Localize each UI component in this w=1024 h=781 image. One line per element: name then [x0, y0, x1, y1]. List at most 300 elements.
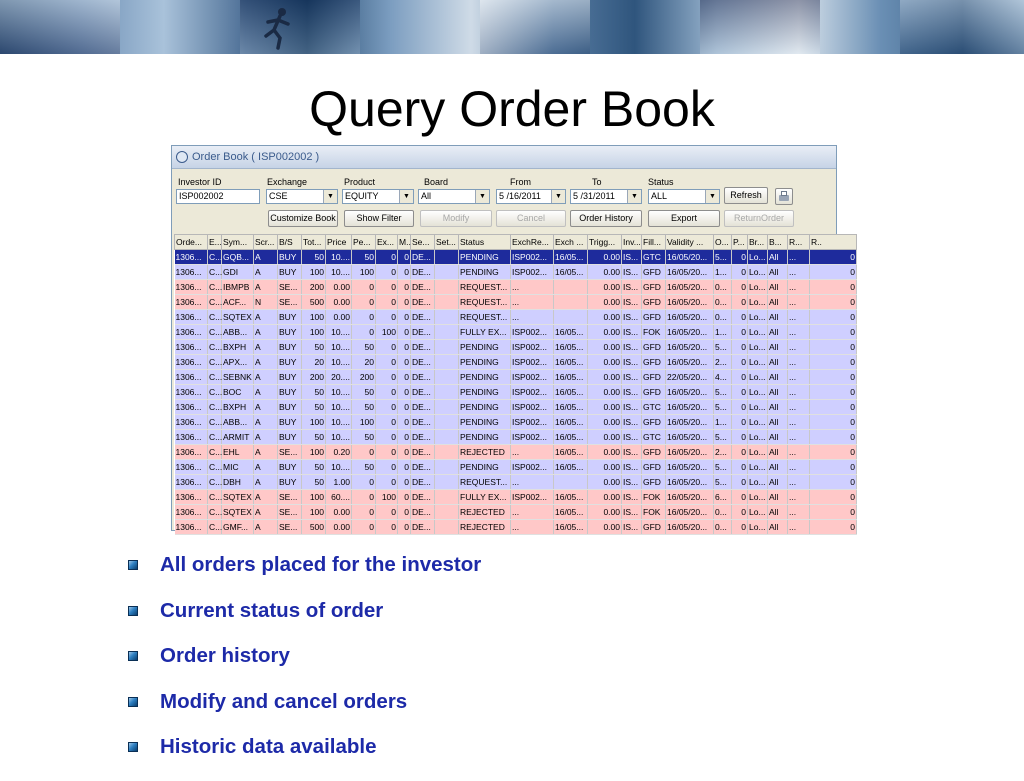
- table-cell: All: [768, 295, 788, 310]
- column-header[interactable]: Exch ...: [554, 235, 588, 250]
- table-cell: Lo...: [748, 250, 768, 265]
- table-row[interactable]: [175, 415, 857, 430]
- table-cell: [435, 460, 459, 475]
- table-cell: 0: [352, 505, 376, 520]
- column-header[interactable]: Status: [459, 235, 511, 250]
- column-header[interactable]: Fill...: [642, 235, 666, 250]
- table-cell: 0: [810, 430, 857, 445]
- table-cell: GFD: [642, 310, 666, 325]
- table-cell: 0.00: [588, 505, 622, 520]
- table-cell: 1306...: [175, 400, 208, 415]
- table-cell: All: [768, 280, 788, 295]
- table-cell: DE...: [411, 520, 435, 535]
- table-row[interactable]: [175, 265, 857, 280]
- table-cell: GFD: [642, 445, 666, 460]
- column-header[interactable]: Sym...: [222, 235, 254, 250]
- table-cell: All: [768, 370, 788, 385]
- table-cell: IS...: [622, 265, 642, 280]
- table-cell: 0.00: [588, 445, 622, 460]
- table-cell: 16/05...: [554, 520, 588, 535]
- column-header[interactable]: O...: [714, 235, 732, 250]
- table-row[interactable]: [175, 370, 857, 385]
- table-cell: 0.00: [588, 310, 622, 325]
- table-cell: All: [768, 385, 788, 400]
- table-cell: IS...: [622, 460, 642, 475]
- table-cell: [435, 370, 459, 385]
- app-icon: [176, 151, 188, 163]
- column-header[interactable]: Orde...: [175, 235, 208, 250]
- bullet-icon: [128, 697, 138, 707]
- to-date-label: To: [592, 177, 602, 187]
- export-button[interactable]: Export: [648, 210, 720, 227]
- table-cell: 0.00: [588, 475, 622, 490]
- table-cell: 0: [376, 505, 398, 520]
- from-date-label: From: [510, 177, 531, 187]
- table-row[interactable]: [175, 460, 857, 475]
- table-cell: 16/05...: [554, 370, 588, 385]
- table-cell: 0.00: [326, 310, 352, 325]
- product-value: EQUITY: [345, 191, 379, 201]
- table-cell: 0: [398, 445, 411, 460]
- table-cell: 16/05/20...: [666, 325, 714, 340]
- table-cell: Lo...: [748, 430, 768, 445]
- table-cell: All: [768, 400, 788, 415]
- board-select[interactable]: [418, 189, 490, 204]
- table-cell: Lo...: [748, 505, 768, 520]
- table-cell: ACF...: [222, 295, 254, 310]
- chevron-down-icon[interactable]: ▼: [475, 190, 489, 203]
- table-cell: 16/05/20...: [666, 490, 714, 505]
- table-cell: 0.00: [326, 505, 352, 520]
- table-cell: 0: [810, 325, 857, 340]
- table-cell: SE...: [278, 490, 302, 505]
- table-cell: 100: [302, 490, 326, 505]
- table-cell: 0: [398, 430, 411, 445]
- table-cell: [435, 430, 459, 445]
- table-cell: 10....: [326, 430, 352, 445]
- column-header[interactable]: M..: [398, 235, 411, 250]
- table-cell: 5...: [714, 250, 732, 265]
- table-cell: 0.00: [326, 295, 352, 310]
- table-cell: IS...: [622, 445, 642, 460]
- table-cell: 5...: [714, 460, 732, 475]
- table-cell: 0: [398, 265, 411, 280]
- grid-header-row: [175, 235, 857, 250]
- from-date-value: 5 /16/2011: [499, 191, 541, 201]
- table-cell: [554, 310, 588, 325]
- table-cell: 0: [352, 310, 376, 325]
- bullet-item: [128, 735, 481, 781]
- table-cell: 1306...: [175, 430, 208, 445]
- table-cell: 1306...: [175, 520, 208, 535]
- table-cell: 0: [732, 355, 748, 370]
- table-row[interactable]: [175, 400, 857, 415]
- table-cell: SEBNK: [222, 370, 254, 385]
- table-cell: All: [768, 520, 788, 535]
- table-cell: PENDING: [459, 265, 511, 280]
- table-cell: 0: [732, 520, 748, 535]
- table-cell: 0: [732, 340, 748, 355]
- printer-paper: [781, 191, 787, 196]
- table-cell: C...: [208, 325, 222, 340]
- product-label: Product: [344, 177, 376, 187]
- refresh-button[interactable]: Refresh: [724, 187, 768, 204]
- table-cell: BUY: [278, 415, 302, 430]
- table-cell: 1306...: [175, 295, 208, 310]
- column-header[interactable]: Set...: [435, 235, 459, 250]
- table-cell: ...: [788, 280, 810, 295]
- table-cell: 10....: [326, 250, 352, 265]
- table-cell: APX...: [222, 355, 254, 370]
- table-cell: 0: [810, 520, 857, 535]
- board-label: Board: [424, 177, 449, 187]
- table-cell: 0: [398, 505, 411, 520]
- table-cell: 0: [810, 280, 857, 295]
- table-cell: [554, 475, 588, 490]
- table-cell: 50: [352, 385, 376, 400]
- column-header[interactable]: ExchRe...: [511, 235, 554, 250]
- table-cell: [435, 295, 459, 310]
- table-row[interactable]: [175, 475, 857, 490]
- exchange-select[interactable]: [266, 189, 338, 204]
- column-header[interactable]: Scr...: [254, 235, 278, 250]
- table-cell: C...: [208, 280, 222, 295]
- table-cell: 5...: [714, 340, 732, 355]
- table-row[interactable]: [175, 490, 857, 505]
- chevron-down-icon[interactable]: ▼: [705, 190, 719, 203]
- table-cell: 0.00: [588, 370, 622, 385]
- table-cell: DE...: [411, 280, 435, 295]
- table-cell: C...: [208, 340, 222, 355]
- table-cell: 0: [376, 370, 398, 385]
- show-filter-button[interactable]: Show Filter: [344, 210, 414, 227]
- table-cell: [435, 385, 459, 400]
- table-cell: ISP002...: [511, 265, 554, 280]
- table-cell: DE...: [411, 385, 435, 400]
- table-cell: ...: [511, 475, 554, 490]
- column-header[interactable]: Trigg...: [588, 235, 622, 250]
- column-header[interactable]: B...: [768, 235, 788, 250]
- table-cell: [554, 295, 588, 310]
- table-cell: 20....: [326, 370, 352, 385]
- table-cell: 0...: [714, 280, 732, 295]
- table-cell: 0.00: [588, 265, 622, 280]
- table-cell: 500: [302, 295, 326, 310]
- table-cell: 50: [352, 460, 376, 475]
- table-row[interactable]: [175, 520, 857, 535]
- to-date-picker[interactable]: [570, 189, 642, 204]
- table-cell: C...: [208, 475, 222, 490]
- table-cell: REQUEST...: [459, 475, 511, 490]
- table-cell: 0: [398, 460, 411, 475]
- table-cell: GQB...: [222, 250, 254, 265]
- table-cell: ...: [788, 445, 810, 460]
- table-cell: 60....: [326, 490, 352, 505]
- table-cell: PENDING: [459, 385, 511, 400]
- runner-figure-icon: [258, 6, 298, 50]
- table-cell: A: [254, 265, 278, 280]
- table-cell: FOK: [642, 505, 666, 520]
- table-cell: ISP002...: [511, 355, 554, 370]
- table-cell: 0...: [714, 520, 732, 535]
- table-cell: 0: [732, 310, 748, 325]
- table-cell: 0: [376, 310, 398, 325]
- column-header[interactable]: B/S: [278, 235, 302, 250]
- table-cell: 22/05/20...: [666, 370, 714, 385]
- table-cell: BUY: [278, 310, 302, 325]
- table-cell: A: [254, 445, 278, 460]
- table-cell: ...: [511, 505, 554, 520]
- table-row[interactable]: [175, 250, 857, 265]
- bullet-text: Order history: [160, 644, 290, 667]
- table-cell: BUY: [278, 265, 302, 280]
- to-date-value: 5 /31/2011: [573, 191, 615, 201]
- column-header[interactable]: R..: [810, 235, 857, 250]
- table-cell: C...: [208, 400, 222, 415]
- bullet-text: Current status of order: [160, 598, 384, 622]
- table-row[interactable]: [175, 340, 857, 355]
- table-cell: 0.00: [588, 490, 622, 505]
- table-cell: 0: [398, 310, 411, 325]
- return-order-button[interactable]: ReturnOrder: [724, 210, 794, 227]
- bullet-icon: [128, 742, 138, 752]
- table-cell: 50: [302, 340, 326, 355]
- table-cell: 0: [352, 490, 376, 505]
- table-cell: PENDING: [459, 460, 511, 475]
- table-cell: IS...: [622, 280, 642, 295]
- table-cell: [435, 400, 459, 415]
- table-cell: 50: [352, 430, 376, 445]
- table-cell: 10....: [326, 460, 352, 475]
- table-cell: ...: [788, 430, 810, 445]
- table-cell: 0: [398, 280, 411, 295]
- table-cell: [435, 490, 459, 505]
- table-cell: GMF...: [222, 520, 254, 535]
- column-header[interactable]: P...: [732, 235, 748, 250]
- table-cell: 0.00: [588, 460, 622, 475]
- table-cell: A: [254, 250, 278, 265]
- table-cell: 1306...: [175, 490, 208, 505]
- table-cell: 10....: [326, 355, 352, 370]
- filter-panel: [172, 169, 836, 235]
- table-cell: IBMPB: [222, 280, 254, 295]
- column-header[interactable]: Price: [326, 235, 352, 250]
- table-cell: PENDING: [459, 430, 511, 445]
- table-cell: 16/05/20...: [666, 505, 714, 520]
- table-cell: 0: [398, 250, 411, 265]
- table-cell: 10....: [326, 400, 352, 415]
- column-header[interactable]: R...: [788, 235, 810, 250]
- order-history-button[interactable]: Order History: [570, 210, 642, 227]
- investor-id-field[interactable]: ISP002002: [176, 189, 260, 204]
- table-cell: 0: [810, 475, 857, 490]
- table-cell: IS...: [622, 520, 642, 535]
- table-cell: 0: [352, 475, 376, 490]
- table-cell: REQUEST...: [459, 310, 511, 325]
- table-cell: 16/05/20...: [666, 415, 714, 430]
- table-cell: 1...: [714, 265, 732, 280]
- table-cell: 0: [376, 250, 398, 265]
- from-date-picker[interactable]: [496, 189, 566, 204]
- table-cell: DE...: [411, 430, 435, 445]
- table-cell: 16/05/20...: [666, 475, 714, 490]
- table-cell: 0: [732, 400, 748, 415]
- table-cell: 0...: [714, 505, 732, 520]
- table-cell: All: [768, 250, 788, 265]
- chevron-down-icon[interactable]: ▼: [399, 190, 413, 203]
- table-cell: 500: [302, 520, 326, 535]
- table-cell: 100: [376, 325, 398, 340]
- table-cell: C...: [208, 505, 222, 520]
- customize-book-button[interactable]: Customize Book: [268, 210, 338, 227]
- table-cell: 0.00: [326, 280, 352, 295]
- table-cell: Lo...: [748, 310, 768, 325]
- table-cell: 1306...: [175, 250, 208, 265]
- table-cell: 0: [376, 400, 398, 415]
- table-row[interactable]: [175, 505, 857, 520]
- table-cell: DE...: [411, 340, 435, 355]
- table-row[interactable]: [175, 430, 857, 445]
- table-cell: 16/05...: [554, 265, 588, 280]
- table-cell: 1306...: [175, 460, 208, 475]
- table-cell: 0: [376, 460, 398, 475]
- print-icon[interactable]: [775, 188, 793, 205]
- table-cell: 0: [398, 490, 411, 505]
- banner-image-segment: [900, 0, 1024, 54]
- column-header[interactable]: Ex...: [376, 235, 398, 250]
- table-cell: 16/05...: [554, 490, 588, 505]
- table-cell: 16/05...: [554, 355, 588, 370]
- table-cell: A: [254, 415, 278, 430]
- table-row[interactable]: [175, 325, 857, 340]
- chevron-down-icon[interactable]: ▼: [627, 190, 641, 203]
- table-cell: IS...: [622, 340, 642, 355]
- product-select[interactable]: [342, 189, 414, 204]
- status-select[interactable]: [648, 189, 720, 204]
- table-cell: PENDING: [459, 340, 511, 355]
- modify-button[interactable]: Modify: [420, 210, 492, 227]
- table-cell: GFD: [642, 475, 666, 490]
- table-cell: GTC: [642, 400, 666, 415]
- table-row[interactable]: [175, 280, 857, 295]
- cancel-button[interactable]: Cancel: [496, 210, 566, 227]
- table-cell: 0: [732, 385, 748, 400]
- column-header[interactable]: E...: [208, 235, 222, 250]
- table-cell: 0: [352, 445, 376, 460]
- status-label: Status: [648, 177, 674, 187]
- table-cell: 0: [376, 430, 398, 445]
- table-cell: 16/05...: [554, 385, 588, 400]
- table-cell: A: [254, 505, 278, 520]
- table-cell: [435, 505, 459, 520]
- table-cell: ABB...: [222, 415, 254, 430]
- table-cell: C...: [208, 370, 222, 385]
- table-cell: 16/05...: [554, 325, 588, 340]
- table-cell: C...: [208, 355, 222, 370]
- table-cell: Lo...: [748, 355, 768, 370]
- table-cell: BOC: [222, 385, 254, 400]
- table-cell: 0: [376, 295, 398, 310]
- table-cell: DE...: [411, 310, 435, 325]
- table-row[interactable]: [175, 355, 857, 370]
- table-cell: 16/05/20...: [666, 250, 714, 265]
- table-cell: IS...: [622, 430, 642, 445]
- table-cell: All: [768, 505, 788, 520]
- table-cell: 50: [302, 385, 326, 400]
- table-cell: 16/05/20...: [666, 460, 714, 475]
- bullet-icon: [128, 606, 138, 616]
- table-cell: GTC: [642, 250, 666, 265]
- table-cell: 0: [810, 385, 857, 400]
- table-cell: 0: [732, 445, 748, 460]
- banner-image-segment: [480, 0, 590, 54]
- table-cell: 0: [376, 340, 398, 355]
- table-cell: 16/05...: [554, 415, 588, 430]
- table-cell: 0.00: [588, 400, 622, 415]
- column-header[interactable]: Se...: [411, 235, 435, 250]
- table-cell: [435, 325, 459, 340]
- table-row[interactable]: [175, 385, 857, 400]
- column-header[interactable]: Validity ...: [666, 235, 714, 250]
- table-cell: All: [768, 355, 788, 370]
- table-cell: 0: [732, 430, 748, 445]
- table-cell: C...: [208, 295, 222, 310]
- table-cell: 50: [302, 250, 326, 265]
- table-cell: 16/05/20...: [666, 340, 714, 355]
- table-cell: 0: [398, 370, 411, 385]
- bullet-text: All orders placed for the investor: [160, 553, 482, 576]
- chevron-down-icon[interactable]: ▼: [323, 190, 337, 203]
- column-header[interactable]: Tot...: [302, 235, 326, 250]
- table-cell: 0: [376, 475, 398, 490]
- column-header[interactable]: Inv...: [622, 235, 642, 250]
- table-cell: DE...: [411, 475, 435, 490]
- table-cell: 5...: [714, 385, 732, 400]
- table-cell: 1306...: [175, 280, 208, 295]
- order-grid: [174, 234, 855, 532]
- chevron-down-icon[interactable]: ▼: [551, 190, 565, 203]
- table-cell: DE...: [411, 325, 435, 340]
- column-header[interactable]: Pe...: [352, 235, 376, 250]
- table-cell: 0: [732, 250, 748, 265]
- table-cell: 100: [302, 445, 326, 460]
- order-table: [174, 234, 857, 535]
- table-cell: Lo...: [748, 400, 768, 415]
- table-cell: FULLY EX...: [459, 490, 511, 505]
- table-cell: 100: [302, 325, 326, 340]
- table-row[interactable]: [175, 445, 857, 460]
- table-row[interactable]: [175, 310, 857, 325]
- table-cell: 0: [352, 325, 376, 340]
- table-cell: C...: [208, 310, 222, 325]
- table-cell: ...: [511, 520, 554, 535]
- table-cell: GFD: [642, 370, 666, 385]
- table-cell: 6...: [714, 490, 732, 505]
- table-cell: 0: [376, 280, 398, 295]
- table-cell: ISP002...: [511, 340, 554, 355]
- table-cell: [435, 520, 459, 535]
- table-cell: All: [768, 490, 788, 505]
- column-header[interactable]: Br...: [748, 235, 768, 250]
- table-cell: GFD: [642, 265, 666, 280]
- table-cell: A: [254, 280, 278, 295]
- table-cell: GFD: [642, 415, 666, 430]
- table-cell: EHL: [222, 445, 254, 460]
- table-cell: [435, 355, 459, 370]
- table-cell: Lo...: [748, 460, 768, 475]
- table-cell: 0.00: [588, 355, 622, 370]
- table-row[interactable]: [175, 295, 857, 310]
